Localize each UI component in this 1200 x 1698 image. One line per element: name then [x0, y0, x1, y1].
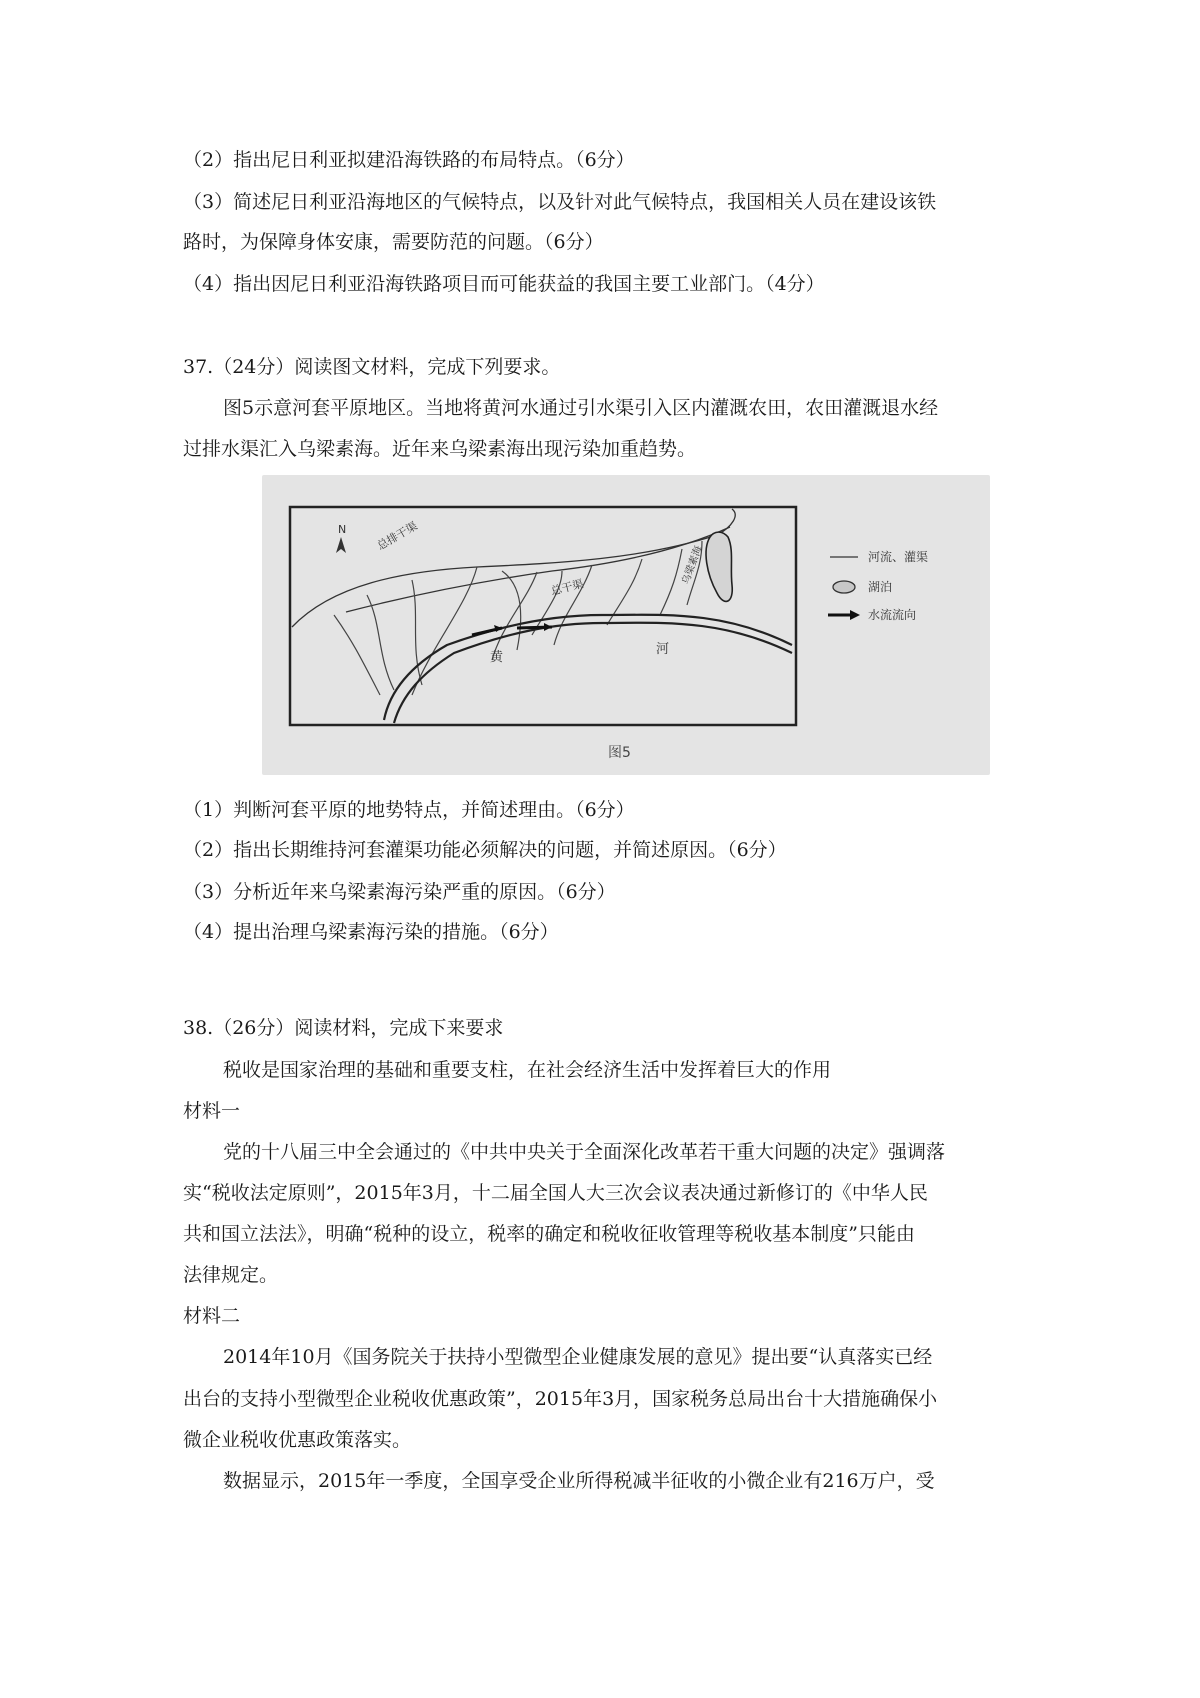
north-label: N [338, 523, 347, 536]
figure-5-hetao-map [262, 475, 990, 775]
q37-sub2: （2）指出长期维持河套灌渠功能必须解决的问题，并简述原因。（6分） [183, 839, 787, 861]
q38-m2-line3: 微企业税收优惠政策落实。 [183, 1429, 412, 1451]
q38-m2-line4: 数据显示，2015年一季度，全国享受企业所得税减半征收的小微企业有216万户，受 [223, 1470, 935, 1492]
q37-sub1: （1）判断河套平原的地势特点，并简述理由。（6分） [183, 799, 635, 821]
q38-m2-line2: 出台的支持小型微型企业税收优惠政策”，2015年3月，国家税务总局出台十大措施确保小 [183, 1388, 938, 1410]
q36-sub3-line2: 路时，为保障身体安康，需要防范的问题。（6分） [183, 231, 604, 253]
label-canal-b: 总干渠 [549, 577, 585, 598]
channel [334, 615, 380, 695]
q37-intro-line1: 图5示意河套平原地区。当地将黄河水通过引水渠引入区内灌溉农田，农田灌溉退水经 [223, 397, 939, 419]
channel [502, 571, 521, 650]
q38-m1-line2: 实“税收法定原则”，2015年3月，十二届全国人大三次会议表决通过新修订的《中华人民 [183, 1182, 928, 1204]
label-canal-a: 总排干渠 [375, 519, 420, 553]
flow-arrowhead-2 [544, 623, 552, 631]
legend-flow-arrowhead [850, 610, 860, 620]
label-river-1: 黄 [490, 650, 504, 665]
q38-material1-title: 材料一 [183, 1100, 241, 1122]
map-svg [262, 475, 990, 775]
north-arrow-icon [336, 537, 346, 553]
label-lake: 乌梁素海 [680, 544, 705, 587]
q36-sub3-line1: （3）简述尼日利亚沿海地区的气候特点，以及针对此气候特点，我国相关人员在建设该铁 [183, 191, 937, 213]
q36-sub4: （4）指出因尼日利亚沿海铁路项目而可能获益的我国主要工业部门。（4分） [183, 273, 825, 295]
legend-lake-symbol [833, 581, 855, 593]
q37-intro-line2: 过排水渠汇入乌梁素海。近年来乌梁素海出现污染加重趋势。 [183, 438, 697, 460]
channel [412, 567, 477, 695]
q38-m1-line1: 党的十八届三中全会通过的《中共中央关于全面深化改革若干重大问题的决定》强调落 [223, 1141, 946, 1163]
channel [554, 565, 592, 645]
q38-intro: 税收是国家治理的基础和重要支柱，在社会经济生活中发挥着巨大的作用 [223, 1059, 832, 1081]
q37-header: 37.（24分）阅读图文材料，完成下列要求。 [183, 356, 561, 378]
legend-river-label: 河流、灌渠 [868, 550, 929, 564]
figure-caption: 图5 [608, 745, 631, 761]
legend-lake-label: 湖泊 [868, 580, 893, 594]
q38-m2-line1: 2014年10月《国务院关于扶持小型微型企业健康发展的意见》提出要“认真落实已经 [223, 1346, 933, 1368]
legend-flow-label: 水流流向 [868, 608, 917, 622]
q37-sub4: （4）提出治理乌梁素海污染的措施。（6分） [183, 921, 559, 943]
q38-header: 38.（26分）阅读材料，完成下来要求 [183, 1017, 504, 1039]
channel [660, 549, 682, 615]
channel [367, 595, 394, 690]
yellow-river-bank-b [394, 623, 792, 723]
q38-m1-line3: 共和国立法法》，明确“税种的设立，税率的确定和税收征收管理等税收基本制度”只能由 [183, 1223, 915, 1245]
q38-material2-title: 材料二 [183, 1305, 241, 1327]
label-river-2: 河 [656, 642, 670, 657]
lake-wuliangsuhai [706, 532, 732, 601]
q37-sub3: （3）分析近年来乌梁素海污染严重的原因。（6分） [183, 881, 616, 903]
q38-m1-line4: 法律规定。 [183, 1264, 279, 1286]
q36-sub2: （2）指出尼日利亚拟建沿海铁路的布局特点。（6分） [183, 149, 635, 171]
